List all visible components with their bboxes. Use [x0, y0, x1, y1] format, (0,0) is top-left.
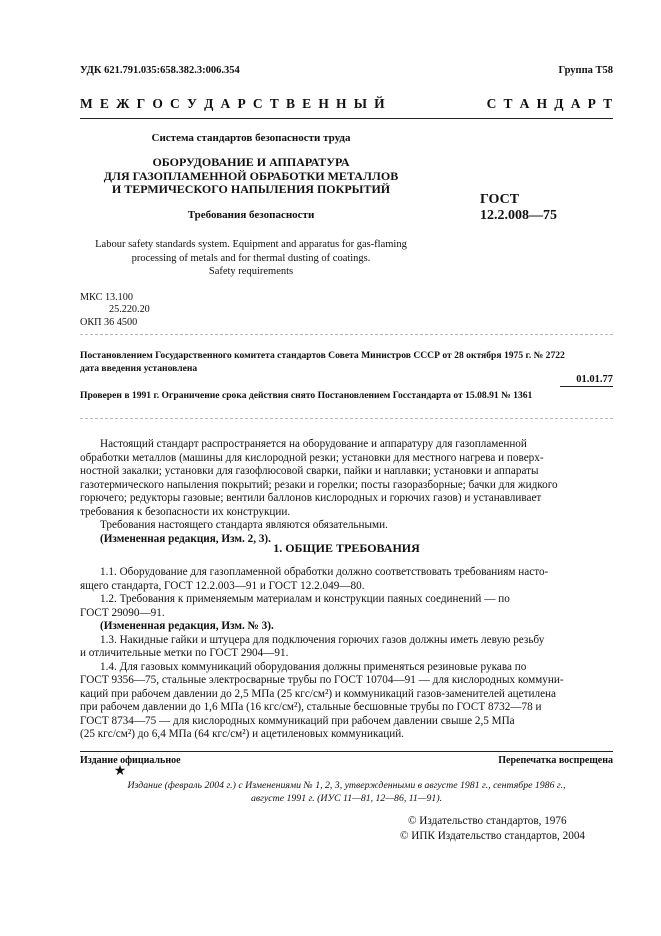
standard-banner [80, 96, 613, 112]
section-heading: 1. ОБЩИЕ ТРЕБОВАНИЯ [273, 541, 420, 555]
text-line: ностной закалки; установки для газофлюсовой сварки, пайки и наплавки; установки и аппараты [80, 465, 539, 477]
date-underline [560, 386, 613, 387]
copyright-line: © Издательство стандартов, 1976 [408, 815, 567, 827]
text-line: требования к безопасности их конструкции. [80, 505, 291, 518]
amendment-note: (Измененная редакция, Изм. № 3). [100, 620, 274, 632]
text-line: ГОСТ 8734—75 — для кислородных коммуникаций при рабочем давлении свыше 2,5 МПа [80, 714, 515, 727]
intro-paragraph [80, 438, 613, 546]
checked-note: Проверен в 1991 г. Ограничение срока действия снято Постановлением Госстандарта от 15.08.91 № 1361 [80, 390, 533, 401]
text-line: обработки металлов (машины для кислородной резки; установки для местного нагрева и поверх- [80, 451, 544, 464]
mks-code: МКС 13.100 [80, 292, 133, 303]
group-code: Группа Т58 [558, 65, 613, 76]
english-line: processing of metals and for thermal dusting of coatings. [131, 252, 371, 264]
gost-number: 12.2.008—75 [480, 208, 557, 223]
star-icon: ★ [113, 764, 127, 779]
text-line: при рабочем давлении до 1,6 МПа (16 кгс/см²), стальные бесшовные трубы по ГОСТ 8732—78 и [80, 701, 542, 713]
english-title [80, 238, 422, 279]
text-line: каций при рабочем давлении до 2,5 МПа (25 кгс/см²) и коммуникаций газов-заменителей ацетилена [80, 687, 557, 700]
text-line: (25 кгс/см²) до 6,4 МПа (64 кгс/см²) и ацетиленовых коммуникаций. [80, 728, 404, 740]
decree-text: Постановлением Государственного комитета стандартов Совета Министров СССР от 28 октября 1975 г. № 2722 [80, 350, 565, 361]
text-line: газотермического напыления покрытий; резаки и горелки; посты газоразборные; бачки для жидкого [80, 478, 558, 491]
text-line: ящего стандарта, ГОСТ 12.2.003—91 и ГОСТ 12.2.049—80. [80, 579, 365, 592]
banner-rule [80, 118, 613, 119]
clause-1-2: 1.2. Требования к применяемым материалам и конструкции паяных соединений — по [100, 593, 510, 605]
document-title [80, 156, 422, 197]
banner-left: М Е Ж Г О С У Д А Р С Т В Е Н Н Ы Й [80, 96, 386, 111]
divider [80, 334, 613, 335]
text-line: ГОСТ 9356—75, стальные электросварные трубы по ГОСТ 10704—91 — для кислородных коммуни- [80, 674, 564, 686]
text-line: ГОСТ 29090—91. [80, 606, 165, 619]
text-line: и отличительные метки по ГОСТ 2904—91. [80, 647, 289, 659]
okp-code: ОКП 36 4500 [80, 316, 138, 328]
document-subtitle: Требования безопасности [187, 209, 315, 221]
title-line: ОБОРУДОВАНИЕ И АППАРАТУРА [152, 155, 350, 169]
clause-1-4: 1.4. Для газовых коммуникаций оборудования должны применяться резиновые рукава по [100, 660, 527, 673]
clause-1-1: 1.1. Оборудование для газопламенной обработки должно соответствовать требованиям насто- [100, 566, 549, 578]
edition-line: Издание (февраль 2004 г.) с Изменениями № 1, 2, 3, утвержденными в августе 1981 г., сентябре 1986 г., [127, 780, 566, 791]
introduction-date-label: дата введения установлена [80, 362, 198, 374]
edition-line: августе 1991 г. (ИУС 11—81, 12—86, 11—91). [250, 792, 443, 804]
reprint-prohibited: Перепечатка воспрещена [498, 755, 613, 766]
text-line: Настоящий стандарт распространяется на оборудование и аппаратуру для газопламенной [100, 438, 527, 450]
banner-right: С Т А Н Д А Р Т [486, 96, 613, 111]
copyright-line: © ИПК Издательство стандартов, 2004 [400, 830, 586, 842]
amendment-note: (Измененная редакция, Изм. 2, 3). [100, 532, 271, 545]
gost-label: ГОСТ [480, 192, 520, 207]
text-line: горючего; редукторы газовые; вентили баллонов кислородных и горючих газов) и устанавливает [80, 492, 542, 504]
title-line: ДЛЯ ГАЗОПЛАМЕННОЙ ОБРАБОТКИ МЕТАЛЛОВ [103, 168, 399, 183]
clause-1-3: 1.3. Накидные гайки и штуцера для подключения горючих газов должны иметь левую резьбу [100, 633, 545, 646]
classification-codes [80, 292, 150, 329]
edition-note [80, 780, 613, 805]
system-title: Система стандартов безопасности труда [151, 132, 351, 144]
english-line: Safety requirements [208, 266, 294, 277]
divider [80, 418, 613, 419]
text-line: Требования настоящего стандарта являются обязательными. [100, 519, 388, 531]
footer-rule [80, 751, 613, 752]
section-body [80, 566, 613, 742]
udk-code: УДК 621.791.035:658.382.3:006.354 [80, 65, 240, 76]
decree-block [80, 350, 613, 375]
english-line: Labour safety standards system. Equipment and apparatus for gas-flaming [95, 239, 407, 250]
title-line: И ТЕРМИЧЕСКОГО НАПЫЛЕНИЯ ПОКРЫТИЙ [111, 182, 391, 196]
official-edition: Издание официальное [80, 755, 181, 766]
copyright-block [400, 814, 585, 844]
introduction-date: 01.01.77 [576, 374, 613, 385]
mks-code-2: 25.220.20 [109, 304, 150, 316]
